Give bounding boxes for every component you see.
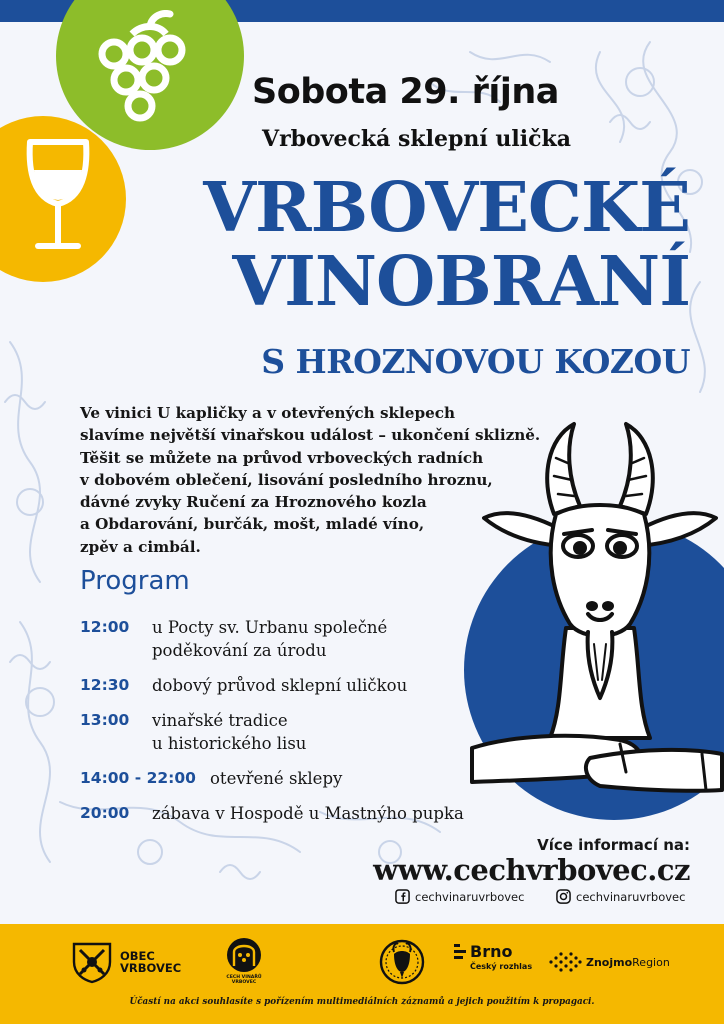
logo-znojmo-rest: Region: [632, 955, 670, 969]
znojmo-dots-icon: [548, 952, 582, 972]
event-venue: Vrbovecká sklepní ulička: [262, 126, 572, 152]
facebook-handle: cechvinaruvrbovec: [415, 889, 525, 904]
instagram-link[interactable]: [556, 889, 685, 904]
logo-cech-line2: VRBOVEC: [231, 980, 257, 985]
program-time: 12:00: [80, 618, 130, 636]
logo-cech-line1: CECH VINAŘŮ: [226, 975, 262, 980]
program-time: 14:00 - 22:00: [80, 769, 196, 787]
event-date: Sobota 29. října: [252, 72, 559, 112]
instagram-icon: [556, 889, 571, 904]
logo-cech-vinaru: [222, 936, 266, 985]
title-line-2: VINOBRANÍ: [232, 242, 690, 322]
footer-disclaimer: Účastí na akci souhlasíte s pořízením multimediálních záznamů a jejich použitím k propagaci.: [129, 997, 595, 1007]
logo-radio-brno: [454, 944, 532, 971]
intro-line: a Obdarování, burčák, mošt, mladé víno,: [80, 515, 425, 534]
logo-goat-seal: [378, 938, 426, 986]
logo-obec-line1: OBEC: [120, 949, 155, 963]
logo-brno-subtitle: Český rozhlas: [470, 962, 533, 971]
cech-logo-icon: [222, 936, 266, 974]
title-subtitle: S HROZNOVOU KOZOU: [261, 342, 690, 381]
intro-line: slavíme největší vinařskou událost – ukončení sklizně.: [80, 426, 541, 445]
facebook-link[interactable]: [395, 889, 524, 904]
intro-line: Ve vinici U kapličky a v otevřených sklepech: [80, 404, 456, 422]
program-heading: Program: [80, 566, 190, 596]
program-text: dobový průvod sklepní uličkou: [152, 676, 408, 695]
program-time: 12:30: [80, 676, 130, 694]
program-item: [80, 802, 550, 825]
instagram-handle: cechvinaruvrbovec: [576, 889, 686, 904]
program-item: [80, 616, 550, 662]
program-time: 13:00: [80, 711, 130, 729]
program-time: 20:00: [80, 804, 130, 822]
goat-seal-icon: [378, 938, 426, 986]
logo-obec-line2: VRBOVEC: [120, 961, 182, 975]
radio-logo-icon: [454, 944, 468, 960]
logo-znojmo-bold: Znojmo: [586, 955, 633, 969]
program-item: [80, 709, 550, 755]
intro-line: v dobovém oblečení, lisování posledního hroznu,: [80, 470, 493, 489]
logo-znojmo-text: [586, 956, 670, 969]
logo-znojmo-region: [548, 952, 670, 972]
more-info-label: Více informací na:: [537, 836, 690, 854]
intro-line: zpěv a cimbál.: [80, 537, 201, 556]
program-text: vinařské tradice u historického lisu: [152, 711, 307, 753]
program-text: otevřené sklepy: [210, 769, 343, 788]
facebook-icon: [395, 889, 410, 904]
program-list: [80, 616, 550, 825]
program-item: [80, 767, 550, 790]
logo-brno-text: Brno: [470, 942, 513, 961]
program-text: u Pocty sv. Urbanu společné poděkování za úrodu: [152, 618, 388, 660]
intro-line: dávné zvyky Ručení za Hroznového kozla: [80, 493, 427, 512]
intro-line: Těšit se můžete na průvod vrboveckých radních: [80, 448, 484, 467]
program-item: [80, 674, 550, 697]
title-line-1: VRBOVECKÉ: [203, 168, 690, 248]
website-link[interactable]: www.cechvrbovec.cz: [373, 853, 690, 887]
wine-glass-icon: [22, 136, 94, 254]
grape-icon: [92, 10, 202, 140]
program-text: zábava v Hospodě u Mastnýho pupka: [152, 804, 464, 823]
coat-of-arms-icon: [70, 940, 114, 984]
logo-obec-vrbovec: [70, 940, 181, 984]
